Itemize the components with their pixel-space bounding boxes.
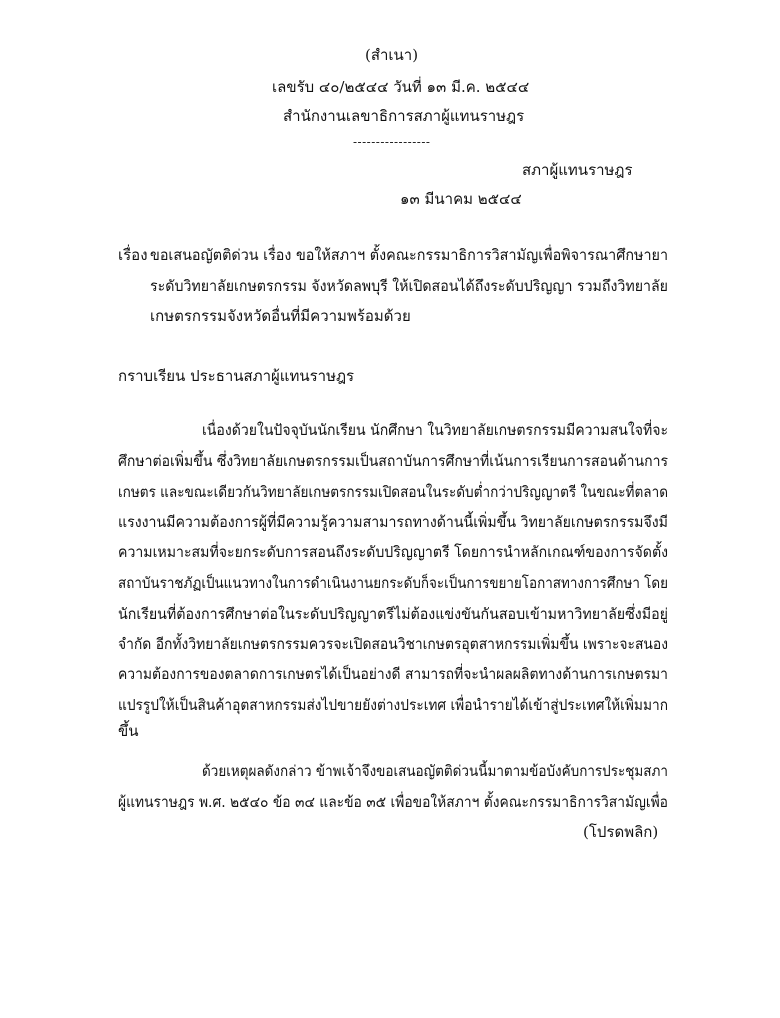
body-p1-line-8: จำกัด อีกทั้งวิทยาลัยเกษตรกรรมควรจะเปิดสอนวิชาเกษตรอุตสาหกรรมเพิ่มขึ้น เพราะจะสนอง xyxy=(118,635,668,653)
letter-date: ๑๓ มีนาคม ๒๕๔๔ xyxy=(400,190,522,208)
office-line: สำนักงานเลขาธิการสภาผู้แทนราษฎร xyxy=(283,107,525,125)
body-p1-line-10: แปรรูปให้เป็นสินค้าอุตสาหกรรมส่งไปขายยังต่างประเทศ เพื่อนำรายได้เข้าสู่ประเทศให้เพิ่มมาก xyxy=(118,696,668,714)
body-p2-line-2: ผู้แทนราษฎร พ.ศ. ๒๕๔๐ ข้อ ๓๔ และข้อ ๓๕ เพื่อขอให้สภาฯ ตั้งคณะกรรมาธิการวิสามัญเพื่อ xyxy=(118,793,668,811)
body-p2-line-1: ด้วยเหตุผลดังกล่าว ข้าพเจ้าจึงขอเสนอญัตติด่วนนี้มาตามข้อบังคับการประชุมสภา xyxy=(202,762,668,780)
copy-mark: (สำเนา) xyxy=(365,46,419,64)
body-p1-line-4: แรงงานมีความต้องการผู้ที่มีความรู้ความสามารถทางด้านนี้เพิ่มขึ้น วิทยาลัยเกษตรกรรมจึงมี xyxy=(118,513,669,531)
body-p1-line-2: ศึกษาต่อเพิ่มขึ้น ซึ่งวิทยาลัยเกษตรกรรมเป็นสถาบันการศึกษาที่เน้นการเรียนการสอนด้านการ xyxy=(118,452,668,470)
salutation: กราบเรียน ประธานสภาผู้แทนราษฎร xyxy=(118,367,355,385)
subject-line-3: เกษตรกรรมจังหวัดอื่นที่มีความพร้อมด้วย xyxy=(150,307,411,325)
subject-label: เรื่อง xyxy=(118,246,148,264)
body-p1-line-7: นักเรียนที่ต้องการศึกษาต่อในระดับปริญญาตรีไม่ต้องแข่งขันกันสอบเข้ามหาวิทยาลัยซึ่งมีอยู่ xyxy=(118,605,669,623)
subject-line-1: ขอเสนอญัตติด่วน เรื่อง ขอให้สภาฯ ตั้งคณะกรรมาธิการวิสามัญเพื่อพิจารณาศึกษายา xyxy=(150,246,669,264)
body-p1-line-11: ขึ้น xyxy=(118,722,139,740)
receipt-line: เลขรับ ๔๐/๒๕๔๔ วันที่ ๑๓ มี.ค. ๒๕๔๔ xyxy=(272,78,530,96)
continue-note: (โปรดพลิก) xyxy=(583,823,659,841)
body-p1-line-1: เนื่องด้วยในปัจจุบันนักเรียน นักศึกษา ในวิทยาลัยเกษตรกรรมมีความสนใจที่จะ xyxy=(202,421,669,439)
body-p1-line-5: ความเหมาะสมที่จะยกระดับการสอนถึงระดับปริญญาตรี โดยการนำหลักเกณฑ์ของการจัดตั้ง xyxy=(118,543,669,561)
header-separator: ----------------- xyxy=(353,135,431,149)
sender-organization: สภาผู้แทนราษฎร xyxy=(522,161,633,179)
body-p1-line-9: ความต้องการของตลาดการเกษตรได้เป็นอย่างดี สามารถที่จะนำผลผลิตทางด้านการเกษตรมา xyxy=(118,665,668,683)
subject-line-2: ระดับวิทยาลัยเกษตรกรรม จังหวัดลพบุรี ให้เปิดสอนได้ถึงระดับปริญญา รวมถึงวิทยาลัย xyxy=(150,277,669,295)
body-p1-line-3: เกษตร และขณะเดียวกันวิทยาลัยเกษตรกรรมเปิดสอนในระดับต่ำกว่าปริญญาตรี ในขณะที่ตลาด xyxy=(118,483,669,501)
body-p1-line-6: สถาบันราชภัฏเป็นแนวทางในการดำเนินงานยกระดับก็จะเป็นการขยายโอกาสทางการศึกษา โดย xyxy=(118,574,668,592)
